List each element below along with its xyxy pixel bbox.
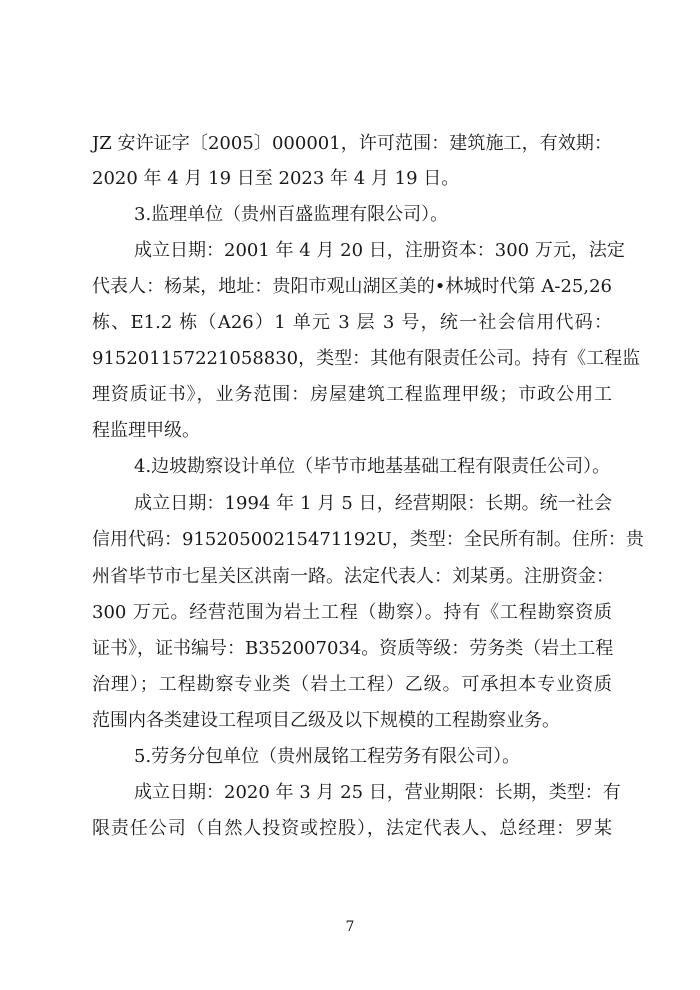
text-line-6: 栋、E1.2 栋（A26）1 单元 3 层 3 号，统一社会信用代码：	[92, 312, 612, 333]
text-line-2: 2020 年 4 月 19 日至 2023 年 4 月 19 日。	[92, 168, 460, 189]
text-line-5: 代表人：杨某，地址：贵阳市观山湖区美的•林城时代第 A-25,26	[92, 276, 612, 297]
text-line-7: 915201157221058830，类型：其他有限责任公司。持有《工程监	[92, 348, 641, 369]
text-line-4: 成立日期：2001 年 4 月 20 日，注册资本：300 万元，法定	[134, 240, 625, 261]
text-line-19: 成立日期：2020 年 3 月 25 日，营业期限：长期，类型：有	[134, 782, 621, 803]
text-line-13: 州省毕节市七星关区洪南一路。法定代表人：刘某勇。注册资金：	[92, 566, 614, 587]
text-line-17: 范围内各类建设工程项目乙级及以下规模的工程勘察业务。	[92, 710, 560, 731]
section-heading-4: 4.边坡勘察设计单位（毕节市地基基础工程有限责任公司）。	[134, 456, 611, 477]
page-number: 7	[345, 919, 355, 935]
text-line-9: 程监理甲级。	[92, 420, 200, 441]
text-line-14: 300 万元。经营范围为岩土工程（勘察）。持有《工程勘察资质	[92, 602, 612, 623]
text-line-11: 成立日期：1994 年 1 月 5 日，经营期限：长期。统一社会	[134, 493, 612, 514]
text-line-15: 证书》，证书编号：B352007034。资质等级：劳务类（岩土工程	[92, 638, 614, 659]
section-heading-5: 5.劳务分包单位（贵州晟铭工程劳务有限公司）。	[134, 746, 521, 767]
text-line-16: 治理）；工程勘察专业类（岩土工程）乙级。可承担本专业资质	[92, 674, 612, 695]
text-line-8: 理资质证书》，业务范围：房屋建筑工程监理甲级；市政公用工	[92, 384, 612, 405]
text-line-20: 限责任公司（自然人投资或控股），法定代表人、总经理：罗某	[92, 818, 612, 839]
text-line-12: 信用代码：91520500215471192U，类型：全民所有制。住所：贵	[92, 529, 644, 550]
text-line-1: JZ 安许证字〔2005〕000001，许可范围：建筑施工，有效期：	[92, 133, 612, 154]
section-heading-3: 3.监理单位（贵州百盛监理有限公司）。	[134, 204, 449, 225]
